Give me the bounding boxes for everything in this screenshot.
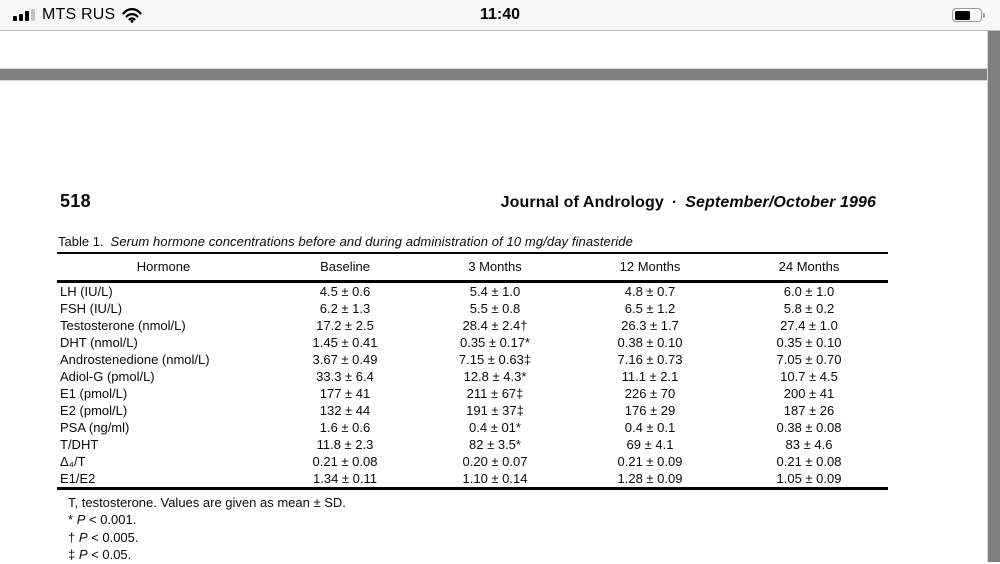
value-cell: 132 ± 44	[319, 403, 371, 418]
value-cell: 1.45 ± 0.41	[312, 335, 378, 350]
hormone-label: Androstenedione (nmol/L)	[60, 352, 210, 367]
value-cell: 1.10 ± 0.14	[462, 471, 528, 486]
footnote-marker: *	[68, 512, 74, 528]
hormone-label: T/DHT	[60, 437, 99, 452]
value-cell: 6.0 ± 1.0	[783, 284, 835, 299]
column-header-3months: 3 Months	[420, 253, 570, 282]
journal-title: Journal of Andrology	[500, 194, 664, 211]
value-cell: 1.05 ± 0.09	[776, 471, 842, 486]
column-header-12months: 12 Months	[570, 253, 730, 282]
hormone-label: PSA (ng/ml)	[60, 420, 130, 435]
footnote-significance-3	[68, 546, 346, 563]
hormone-label: E1/E2	[60, 471, 96, 486]
table-row	[57, 368, 888, 385]
table-row	[57, 436, 888, 453]
p-symbol: P	[78, 547, 88, 563]
column-header-baseline: Baseline	[270, 253, 420, 282]
page-number: 518	[60, 191, 91, 211]
hormone-label: E1 (pmol/L)	[60, 386, 128, 401]
value-cell: 11.1 ± 2.1	[621, 369, 679, 384]
hormone-label: LH (IU/L)	[60, 284, 113, 299]
hormone-label: Testosterone (nmol/L)	[60, 318, 186, 333]
p-condition: < 0.001.	[88, 512, 137, 528]
value-cell: 6.5 ± 1.2	[624, 301, 676, 316]
p-condition: < 0.005.	[91, 529, 139, 545]
value-cell: 0.38 ± 0.10	[617, 335, 683, 350]
value-cell: 191 ± 37‡	[466, 403, 524, 418]
value-cell: 82 ± 3.5*	[469, 437, 521, 452]
value-cell: 7.05 ± 0.70	[776, 352, 842, 367]
column-header-24months: 24 Months	[730, 253, 888, 282]
table-caption-label: Table 1.	[58, 234, 104, 249]
value-cell: 83 ± 4.6	[785, 437, 833, 452]
table-row	[57, 453, 888, 470]
header-row	[57, 253, 888, 282]
table-row	[57, 385, 888, 402]
value-cell: 3.67 ± 0.49	[312, 352, 378, 367]
value-cell: 176 ± 29	[624, 403, 676, 418]
battery-icon	[952, 8, 985, 22]
battery-fill	[955, 11, 971, 20]
battery-tip	[983, 13, 985, 18]
table-row	[57, 300, 888, 317]
status-bar	[0, 0, 1000, 31]
value-cell: 0.4 ± 0.1	[624, 420, 676, 435]
table-row	[57, 317, 888, 334]
value-cell: 0.21 ± 0.09	[617, 454, 683, 469]
p-symbol: P	[76, 512, 86, 528]
value-cell: 33.3 ± 6.4	[316, 369, 374, 384]
value-cell: 4.5 ± 0.6	[319, 284, 371, 299]
hormone-label: Adiol-G (pmol/L)	[60, 369, 155, 384]
footnote-general: T, testosterone. Values are given as mean ± SD.	[68, 495, 346, 510]
value-cell: 1.6 ± 0.6	[319, 420, 371, 435]
column-header-hormone: Hormone	[57, 253, 270, 282]
value-cell: 12.8 ± 4.3*	[463, 369, 527, 384]
value-cell: 0.38 ± 0.08	[776, 420, 842, 435]
value-cell: 7.15 ± 0.63‡	[458, 352, 532, 367]
hormone-table-wrap	[57, 252, 888, 490]
hormone-label: E2 (pmol/L)	[60, 403, 128, 418]
value-cell: 0.20 ± 0.07	[462, 454, 528, 469]
value-cell: 0.35 ± 0.10	[776, 335, 842, 350]
value-cell: 5.4 ± 1.0	[469, 284, 521, 299]
value-cell: 200 ± 41	[783, 386, 835, 401]
viewer-background-strip	[987, 31, 1000, 562]
table-footnotes	[68, 494, 346, 564]
table-row	[57, 470, 888, 489]
value-cell: 1.28 ± 0.09	[617, 471, 683, 486]
table-row	[57, 402, 888, 419]
value-cell: 0.21 ± 0.08	[776, 454, 842, 469]
clock-label: 11:40	[479, 6, 521, 23]
value-cell: 5.5 ± 0.8	[469, 301, 521, 316]
separator-dot: ·	[671, 194, 678, 211]
value-cell: 69 ± 4.1	[626, 437, 674, 452]
p-symbol: P	[78, 529, 88, 545]
hormone-table	[57, 252, 888, 490]
table-row	[57, 351, 888, 368]
value-cell: 0.21 ± 0.08	[312, 454, 378, 469]
value-cell: 211 ± 67‡	[466, 386, 524, 401]
issue-date: September/October 1996	[685, 194, 876, 211]
value-cell: 226 ± 70	[624, 386, 676, 401]
table-row	[57, 334, 888, 351]
table-caption-text: Serum hormone concentrations before and during administration of 10 mg/day finasteride	[110, 234, 633, 249]
carrier-label: MTS RUS	[42, 6, 116, 23]
footnote-significance-1	[68, 511, 346, 528]
document-viewport[interactable]	[0, 31, 988, 562]
value-cell: 26.3 ± 1.7	[621, 318, 679, 333]
table-row	[57, 419, 888, 436]
table-row	[57, 282, 888, 301]
value-cell: 0.35 ± 0.17*	[459, 335, 531, 350]
value-cell: 11.8 ± 2.3	[316, 437, 374, 452]
footnote-marker: ‡	[68, 547, 76, 563]
value-cell: 4.8 ± 0.7	[624, 284, 676, 299]
table-caption	[58, 234, 633, 249]
hormone-label: DHT (nmol/L)	[60, 335, 138, 350]
hormone-label: Δ₄/T	[60, 454, 86, 469]
value-cell: 0.4 ± 01*	[469, 420, 521, 435]
hormone-label: FSH (IU/L)	[60, 301, 123, 316]
footnote-significance-2	[68, 529, 346, 546]
value-cell: 6.2 ± 1.3	[319, 301, 371, 316]
footnote-marker: †	[68, 529, 76, 545]
value-cell: 1.34 ± 0.11	[313, 471, 377, 486]
p-condition: < 0.05.	[91, 547, 132, 563]
value-cell: 17.2 ± 2.5	[316, 318, 374, 333]
value-cell: 177 ± 41	[319, 386, 371, 401]
value-cell: 5.8 ± 0.2	[783, 301, 835, 316]
value-cell: 10.7 ± 4.5	[780, 369, 838, 384]
value-cell: 27.4 ± 1.0	[780, 318, 838, 333]
running-head	[501, 194, 876, 212]
value-cell: 187 ± 26	[783, 403, 835, 418]
value-cell: 28.4 ± 2.4†	[462, 318, 528, 333]
battery-body	[952, 8, 982, 22]
value-cell: 7.16 ± 0.73	[617, 352, 683, 367]
